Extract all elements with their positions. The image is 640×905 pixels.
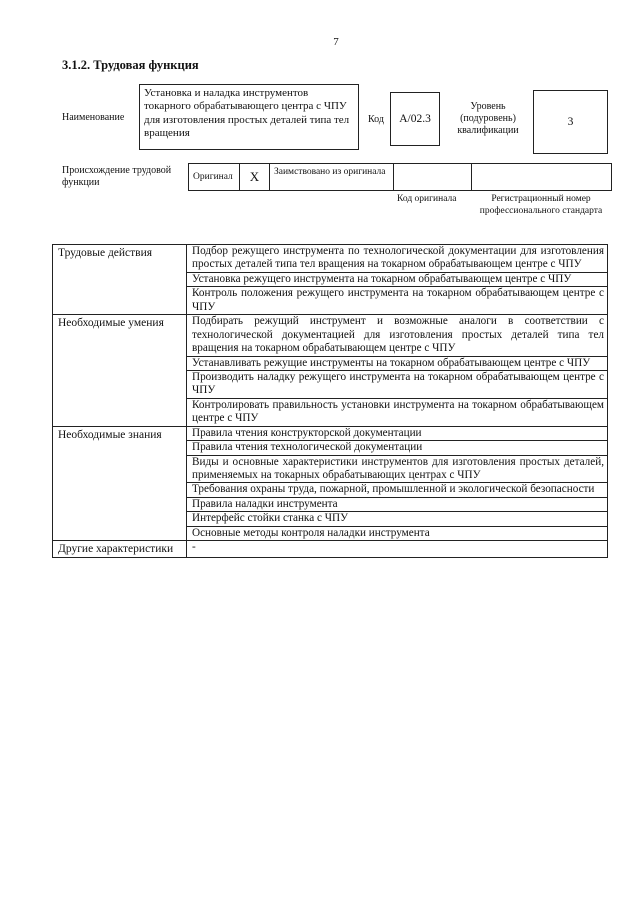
item-cell: Основные методы контроля наладки инструмента: [187, 526, 608, 540]
item-cell: Правила чтения конструкторской документации: [187, 426, 608, 440]
item-cell: Производить наладку режущего инструмента на токарном обрабатывающем центре с ЧПУ: [187, 370, 608, 398]
origin-label: Происхождение трудовой функции: [62, 165, 172, 188]
table-row: [53, 541, 608, 558]
table-row: [53, 426, 608, 440]
original-mark: X: [240, 163, 270, 191]
level-label: Уровень (подуровень) квалификации: [457, 101, 519, 136]
code-label: Код: [368, 114, 384, 125]
page-number: 7: [333, 36, 339, 48]
item-cell: Контроль положения режущего инструмента на токарном обрабатывающем центре с ЧПУ: [187, 287, 608, 315]
item-cell: Правила чтения технологической документации: [187, 441, 608, 455]
original-code-cell: [394, 163, 472, 191]
item-cell: Требования охраны труда, пожарной, промышленной и экологической безопасности: [187, 483, 608, 497]
function-details-table: [52, 244, 608, 558]
category-cell: Необходимые знания: [53, 426, 187, 541]
item-cell: Виды и основные характеристики инструментов для изготовления простых деталей, применяемых на токарных обрабатывающих центрах с ЧПУ: [187, 455, 608, 483]
table-row: [53, 315, 608, 356]
original-label: Оригинал: [188, 163, 240, 191]
reg-number-cell: [472, 163, 612, 191]
borrowed-label: Заимствовано из оригинала: [270, 163, 394, 191]
category-cell: Другие характеристики: [53, 541, 187, 558]
reg-number-caption: Регистрационный номер профессионального стандарта: [479, 194, 603, 216]
origin-row: [188, 163, 612, 191]
code-value: А/02.3: [390, 92, 440, 146]
level-value: 3: [533, 90, 608, 154]
code-original-caption: Код оригинала: [397, 194, 457, 204]
function-name-value: Установка и наладка инструментов токарного обрабатывающего центра с ЧПУ для изготовления простых деталей типа тел вращения: [139, 84, 359, 150]
item-cell: -: [187, 541, 608, 558]
item-cell: Подбор режущего инструмента по технологической документации для изготовления простых деталей типа тел вращения на токарном обрабатывающем центре с ЧПУ: [187, 245, 608, 273]
category-cell: Трудовые действия: [53, 245, 187, 315]
item-cell: Правила наладки инструмента: [187, 497, 608, 511]
item-cell: Интерфейс стойки станка с ЧПУ: [187, 512, 608, 526]
item-cell: Подбирать режущий инструмент и возможные аналоги в соответствии с технологической документацией для изготовления простых деталей типа тел вращения на токарном обрабатывающем центре с ЧПУ: [187, 315, 608, 356]
category-cell: Необходимые умения: [53, 315, 187, 427]
section-heading: 3.1.2. Трудовая функция: [62, 58, 199, 72]
name-label: Наименование: [62, 112, 125, 123]
table-row: [53, 245, 608, 273]
item-cell: Установка режущего инструмента на токарном обрабатывающем центре с ЧПУ: [187, 272, 608, 286]
item-cell: Устанавливать режущие инструменты на токарном обрабатывающем центре с ЧПУ: [187, 356, 608, 370]
item-cell: Контролировать правильность установки инструмента на токарном обрабатывающем центре с ЧПУ: [187, 398, 608, 426]
